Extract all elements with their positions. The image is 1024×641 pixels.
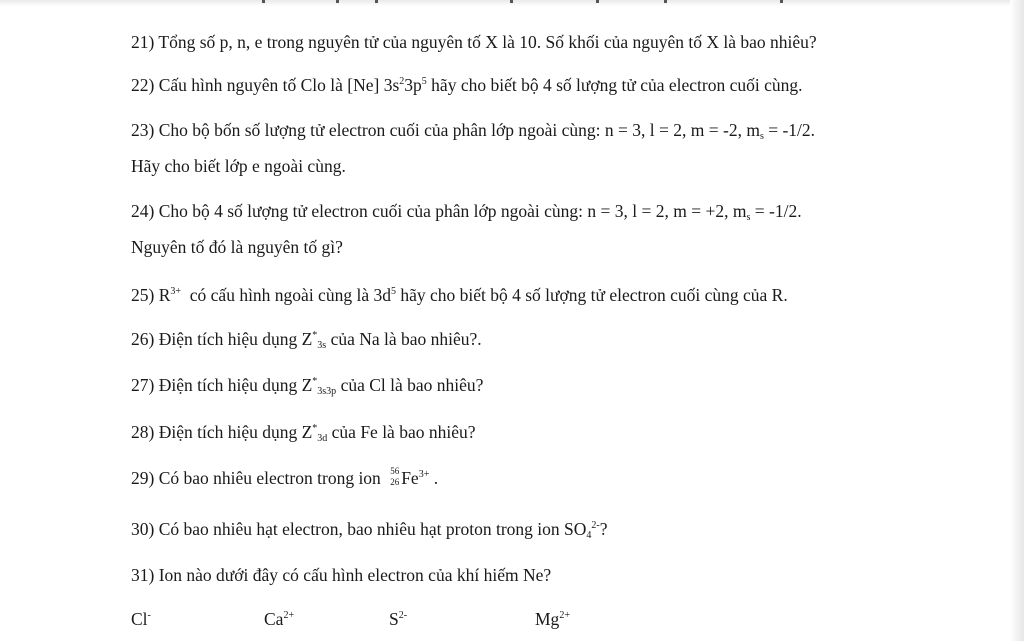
q30-text-end: ? <box>599 519 608 539</box>
q28-text-start: 28) Điện tích hiệu dụng Z <box>131 422 313 442</box>
question-29 <box>131 467 438 489</box>
option-symbol: S <box>389 609 399 629</box>
q26-subscript: 3s <box>317 340 327 351</box>
tick-mark <box>780 0 783 3</box>
q29-text-end: . <box>429 468 439 488</box>
tick-mark <box>510 0 513 3</box>
q28-subscript: 3d <box>317 433 328 444</box>
option-ca-ion <box>264 608 294 630</box>
q27-subscript: 3s3p <box>317 386 337 397</box>
q22-superscript-1: 2 <box>399 76 405 87</box>
q22-text-start: 22) Cấu hình nguyên tố Clo là [Ne] 3s <box>131 75 400 95</box>
tick-mark <box>262 0 265 3</box>
option-mg-ion <box>535 608 570 630</box>
q23-text-start: 23) Cho bộ bốn số lượng tử electron cuối của phân lớp ngoài cùng: n = 3, l = 2, m = -2, m <box>131 120 760 140</box>
question-23-line-1 <box>131 119 815 141</box>
q24-text-end: = -1/2. <box>750 201 802 221</box>
option-charge: - <box>147 610 151 621</box>
question-24-line-2: Nguyên tố đó là nguyên tố gì? <box>131 237 343 257</box>
q26-text-end: của Na là bao nhiêu?. <box>326 329 482 349</box>
q30-superscript: 2- <box>591 520 600 531</box>
tick-mark <box>336 0 339 3</box>
question-31: 31) Ion nào dưới đây có cấu hình electron của khí hiếm Ne? <box>131 565 552 585</box>
q25-text-end: hãy cho biết bộ 4 số lượng tử electron cuối cùng của R. <box>395 285 788 305</box>
ion-charge: 3+ <box>418 469 430 480</box>
tick-mark <box>596 0 599 3</box>
nuclide-notation <box>385 466 401 487</box>
q28-superscript: * <box>312 423 318 434</box>
question-30 <box>131 518 608 540</box>
question-23-line-2: Hãy cho biết lớp e ngoài cùng. <box>131 156 346 176</box>
q25-superscript-2: 5 <box>390 286 396 297</box>
option-cl-ion <box>131 608 151 630</box>
q24-text-start: 24) Cho bộ 4 số lượng tử electron cuối của phân lớp ngoài cùng: n = 3, l = 2, m = +2, m <box>131 201 747 221</box>
q28-text-end: của Fe là bao nhiêu? <box>327 422 476 442</box>
q27-superscript: * <box>312 376 318 387</box>
atomic-number: 26 <box>390 477 400 487</box>
q23-subscript: s <box>759 131 764 142</box>
option-symbol: Ca <box>264 609 284 629</box>
q29-text-start: 29) Có bao nhiêu electron trong ion <box>131 468 386 488</box>
question-27 <box>131 374 483 396</box>
q22-text-end: hãy cho biết bộ 4 số lượng tử của electron cuối cùng. <box>426 75 803 95</box>
question-22 <box>131 74 803 96</box>
q25-superscript-1: 3+ <box>170 286 182 297</box>
page-top-marks <box>0 0 1024 4</box>
mass-number: 56 <box>390 466 400 476</box>
q27-text-start: 27) Điện tích hiệu dụng Z <box>131 375 313 395</box>
option-symbol: Mg <box>535 609 560 629</box>
q30-text-start: 30) Có bao nhiêu hạt electron, bao nhiêu hạt proton trong ion SO <box>131 519 587 539</box>
q25-text-mid: có cấu hình ngoài cùng là 3d <box>181 285 391 305</box>
q23-text-end: = -1/2. <box>763 120 816 140</box>
option-charge: 2+ <box>559 610 570 621</box>
q26-superscript: * <box>312 330 318 341</box>
option-symbol: Cl <box>131 609 148 629</box>
q22-text-mid: 3p <box>404 75 422 95</box>
option-charge: 2- <box>398 610 408 621</box>
question-21: 21) Tổng số p, n, e trong nguyên tử của nguyên tố X là 10. Số khối của nguyên tố X là bao nhiêu? <box>131 32 817 52</box>
q24-subscript: s <box>746 212 751 223</box>
question-26 <box>131 328 482 350</box>
option-s-ion <box>389 608 407 630</box>
element-symbol: Fe <box>401 468 419 488</box>
q30-subscript: 4 <box>586 530 592 541</box>
tick-mark <box>375 0 378 3</box>
question-25 <box>131 284 788 306</box>
tick-mark <box>664 0 667 3</box>
page-right-shadow <box>1010 0 1024 641</box>
q25-text-start: 25) R <box>131 285 171 305</box>
option-charge: 2+ <box>283 610 295 621</box>
q26-text-start: 26) Điện tích hiệu dụng Z <box>131 329 313 349</box>
question-24-line-1 <box>131 200 802 222</box>
q27-text-end: của Cl là bao nhiêu? <box>336 375 484 395</box>
q22-superscript-2: 5 <box>421 76 427 87</box>
question-28 <box>131 421 475 443</box>
